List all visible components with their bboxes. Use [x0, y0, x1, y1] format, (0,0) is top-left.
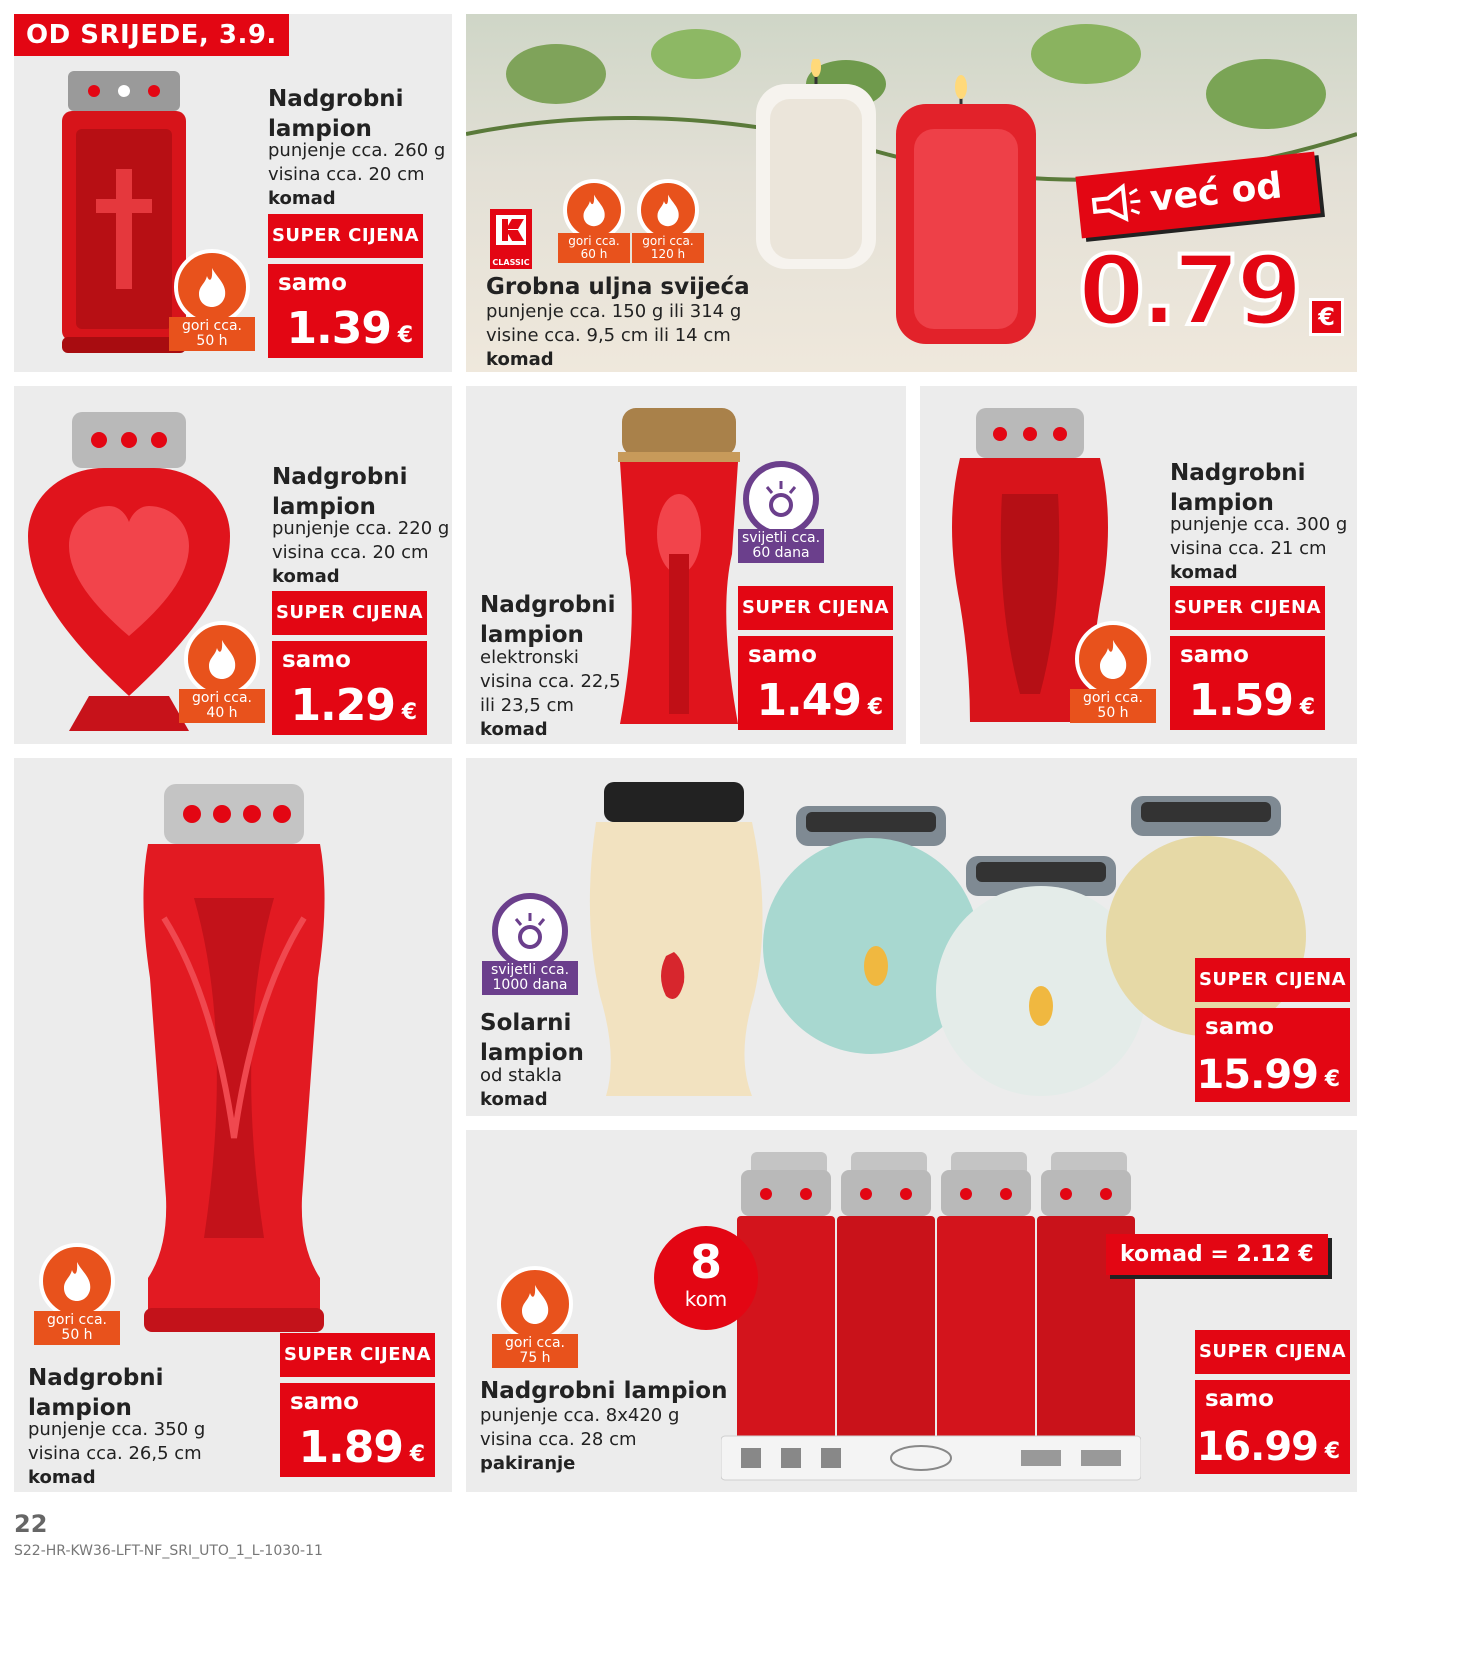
- per-piece-price: komad = 2.12 €: [1106, 1234, 1328, 1275]
- count-number: 8: [689, 1235, 722, 1289]
- price-box: [1170, 636, 1325, 730]
- height: visina cca. 22,5: [480, 671, 621, 692]
- tall-lampion-image: [134, 778, 334, 1338]
- count-unit: kom: [684, 1287, 728, 1311]
- burn-time-badge: [169, 249, 255, 351]
- product-panel-lampion-heart: [14, 386, 452, 744]
- burn-label: gori cca.: [1083, 690, 1143, 706]
- product-panel-hero-candles: [466, 14, 1357, 372]
- currency: €: [409, 1442, 425, 1467]
- currency: €: [397, 323, 413, 348]
- burn-time-badge: [492, 1266, 578, 1368]
- currency: €: [1309, 298, 1344, 336]
- unit: komad: [486, 349, 554, 370]
- price-box: [272, 641, 427, 735]
- height: visina cca. 28 cm: [480, 1429, 637, 1450]
- price: 1.89: [298, 1422, 403, 1473]
- product-panel-lampion-8pack: [466, 1130, 1357, 1492]
- flame-icon: [205, 638, 239, 680]
- samo-label: samo: [1205, 1014, 1274, 1040]
- burn-time-badge: [1070, 621, 1156, 723]
- burn-label: gori cca.: [568, 234, 620, 248]
- height: visina cca. 20 cm: [272, 542, 429, 563]
- product-title: Solarni: [480, 1010, 572, 1036]
- product-panel-lampion-4: [920, 386, 1357, 744]
- unit: komad: [28, 1467, 96, 1488]
- price: 16.99: [1196, 1424, 1318, 1470]
- flame-icon: [195, 266, 229, 308]
- product-title-2: lampion: [1170, 490, 1274, 516]
- fill-weight: punjenje cca. 220 g: [272, 518, 450, 539]
- price-box: [1195, 1008, 1350, 1102]
- height: visine cca. 9,5 cm ili 14 cm: [486, 325, 731, 346]
- light-duration: 60 dana: [752, 545, 810, 561]
- burn-label: gori cca.: [505, 1335, 565, 1351]
- product-title-2: lampion: [28, 1395, 132, 1421]
- super-price-label: SUPER CIJENA: [738, 586, 893, 630]
- super-price-label: SUPER CIJENA: [1170, 586, 1325, 630]
- samo-label: samo: [1180, 642, 1249, 668]
- fill-weight: punjenje cca. 350 g: [28, 1419, 206, 1440]
- megaphone-icon: [1089, 181, 1145, 226]
- fill-weight: punjenje cca. 8x420 g: [480, 1405, 680, 1426]
- product-panel-lampion-electronic: [466, 386, 906, 744]
- burn-label: gori cca.: [182, 318, 242, 334]
- burn-time-badge-120: [632, 179, 704, 263]
- burn-label: gori cca.: [192, 690, 252, 706]
- electronic-lampion-image: [614, 404, 744, 734]
- unit: komad: [480, 1089, 548, 1110]
- flame-icon: [60, 1260, 94, 1302]
- super-price-label: SUPER CIJENA: [1195, 1330, 1350, 1374]
- kaufland-classic-logo: [490, 209, 532, 269]
- light-duration: 1000 dana: [492, 977, 568, 993]
- unit: komad: [480, 719, 548, 740]
- super-price-label: SUPER CIJENA: [268, 214, 423, 258]
- light-bulb-icon: [508, 909, 552, 953]
- product-title-2: lampion: [480, 622, 584, 648]
- fill-weight: punjenje cca. 150 g ili 314 g: [486, 301, 742, 322]
- print-code: S22-HR-KW36-LFT-NF_SRI_UTO_1_L-1030-11: [14, 1543, 323, 1559]
- product-panel-lampion-1: [14, 14, 452, 372]
- hero-price: [1078, 236, 1348, 356]
- burn-label: gori cca.: [642, 234, 694, 248]
- product-title: Nadgrobni: [268, 86, 404, 112]
- flame-icon: [654, 193, 682, 227]
- price-box: [280, 1383, 435, 1477]
- price: 0.79: [1078, 235, 1299, 347]
- currency: €: [1324, 1067, 1340, 1092]
- price: 1.49: [756, 675, 861, 726]
- product-title: Nadgrobni: [480, 592, 616, 618]
- candles-image: [746, 59, 1076, 349]
- unit: komad: [268, 188, 336, 209]
- product-title: Nadgrobni: [272, 464, 408, 490]
- samo-label: samo: [278, 270, 347, 296]
- flame-icon: [580, 193, 608, 227]
- product-panel-solar-lampion: [466, 758, 1357, 1116]
- super-price-label: SUPER CIJENA: [280, 1333, 435, 1377]
- height-alt: ili 23,5 cm: [480, 695, 574, 716]
- light-label: svijetli cca.: [741, 530, 821, 546]
- price: 1.39: [286, 303, 391, 354]
- height: visina cca. 20 cm: [268, 164, 425, 185]
- currency: €: [1299, 695, 1315, 720]
- light-bulb-icon: [759, 477, 803, 521]
- height: visina cca. 26,5 cm: [28, 1443, 202, 1464]
- price-box: [1195, 1380, 1350, 1474]
- product-title-2: lampion: [268, 116, 372, 142]
- unit: pakiranje: [480, 1453, 576, 1474]
- product-title: Grobna uljna svijeća: [486, 274, 750, 300]
- product-title-2: lampion: [272, 494, 376, 520]
- samo-label: samo: [1205, 1386, 1274, 1412]
- product-title-2: lampion: [480, 1040, 584, 1066]
- currency: €: [401, 700, 417, 725]
- burn-hours: 40 h: [206, 705, 238, 721]
- burn-hours: 60 h: [580, 247, 608, 261]
- currency: €: [867, 695, 883, 720]
- flame-icon: [1096, 638, 1130, 680]
- unit: komad: [1170, 562, 1238, 583]
- product-title: Nadgrobni: [28, 1365, 164, 1391]
- product-title: Nadgrobni: [1170, 460, 1306, 486]
- date-banner: OD SRIJEDE, 3.9.: [14, 14, 289, 56]
- samo-label: samo: [748, 642, 817, 668]
- burn-time-badge: [34, 1243, 120, 1345]
- burn-hours: 50 h: [1097, 705, 1129, 721]
- light-time-badge: [738, 461, 824, 563]
- count-badge: [654, 1226, 758, 1330]
- burn-hours: 75 h: [519, 1350, 551, 1366]
- fill-weight: punjenje cca. 260 g: [268, 140, 446, 161]
- burn-hours: 50 h: [61, 1327, 93, 1343]
- brand-label: CLASSIC: [492, 258, 530, 267]
- price: 15.99: [1196, 1052, 1318, 1098]
- currency: €: [1324, 1439, 1340, 1464]
- product-panel-lampion-tall: [14, 758, 452, 1492]
- burn-time-badge-60: [558, 179, 630, 263]
- from-text: već od: [1148, 165, 1284, 220]
- lampion-pack-image: [721, 1146, 1141, 1482]
- flame-icon: [518, 1283, 552, 1325]
- material: od stakla: [480, 1065, 563, 1086]
- samo-label: samo: [282, 647, 351, 673]
- fill-weight: punjenje cca. 300 g: [1170, 514, 1348, 535]
- samo-label: samo: [290, 1389, 359, 1415]
- price: 1.59: [1188, 675, 1293, 726]
- burn-hours: 120 h: [650, 247, 686, 261]
- super-price-label: SUPER CIJENA: [1195, 958, 1350, 1002]
- light-label: svijetli cca.: [490, 962, 570, 978]
- type: elektronski: [480, 647, 579, 668]
- price-box: [268, 264, 423, 358]
- unit: komad: [272, 566, 340, 587]
- light-time-badge: [482, 893, 578, 995]
- super-price-label: SUPER CIJENA: [272, 591, 427, 635]
- page-number: 22: [14, 1510, 48, 1538]
- product-title: Nadgrobni lampion: [480, 1378, 728, 1404]
- height: visina cca. 21 cm: [1170, 538, 1327, 559]
- burn-time-badge: [179, 621, 265, 723]
- price: 1.29: [290, 680, 395, 731]
- burn-hours: 50 h: [196, 333, 228, 349]
- price-box: [738, 636, 893, 730]
- burn-label: gori cca.: [47, 1312, 107, 1328]
